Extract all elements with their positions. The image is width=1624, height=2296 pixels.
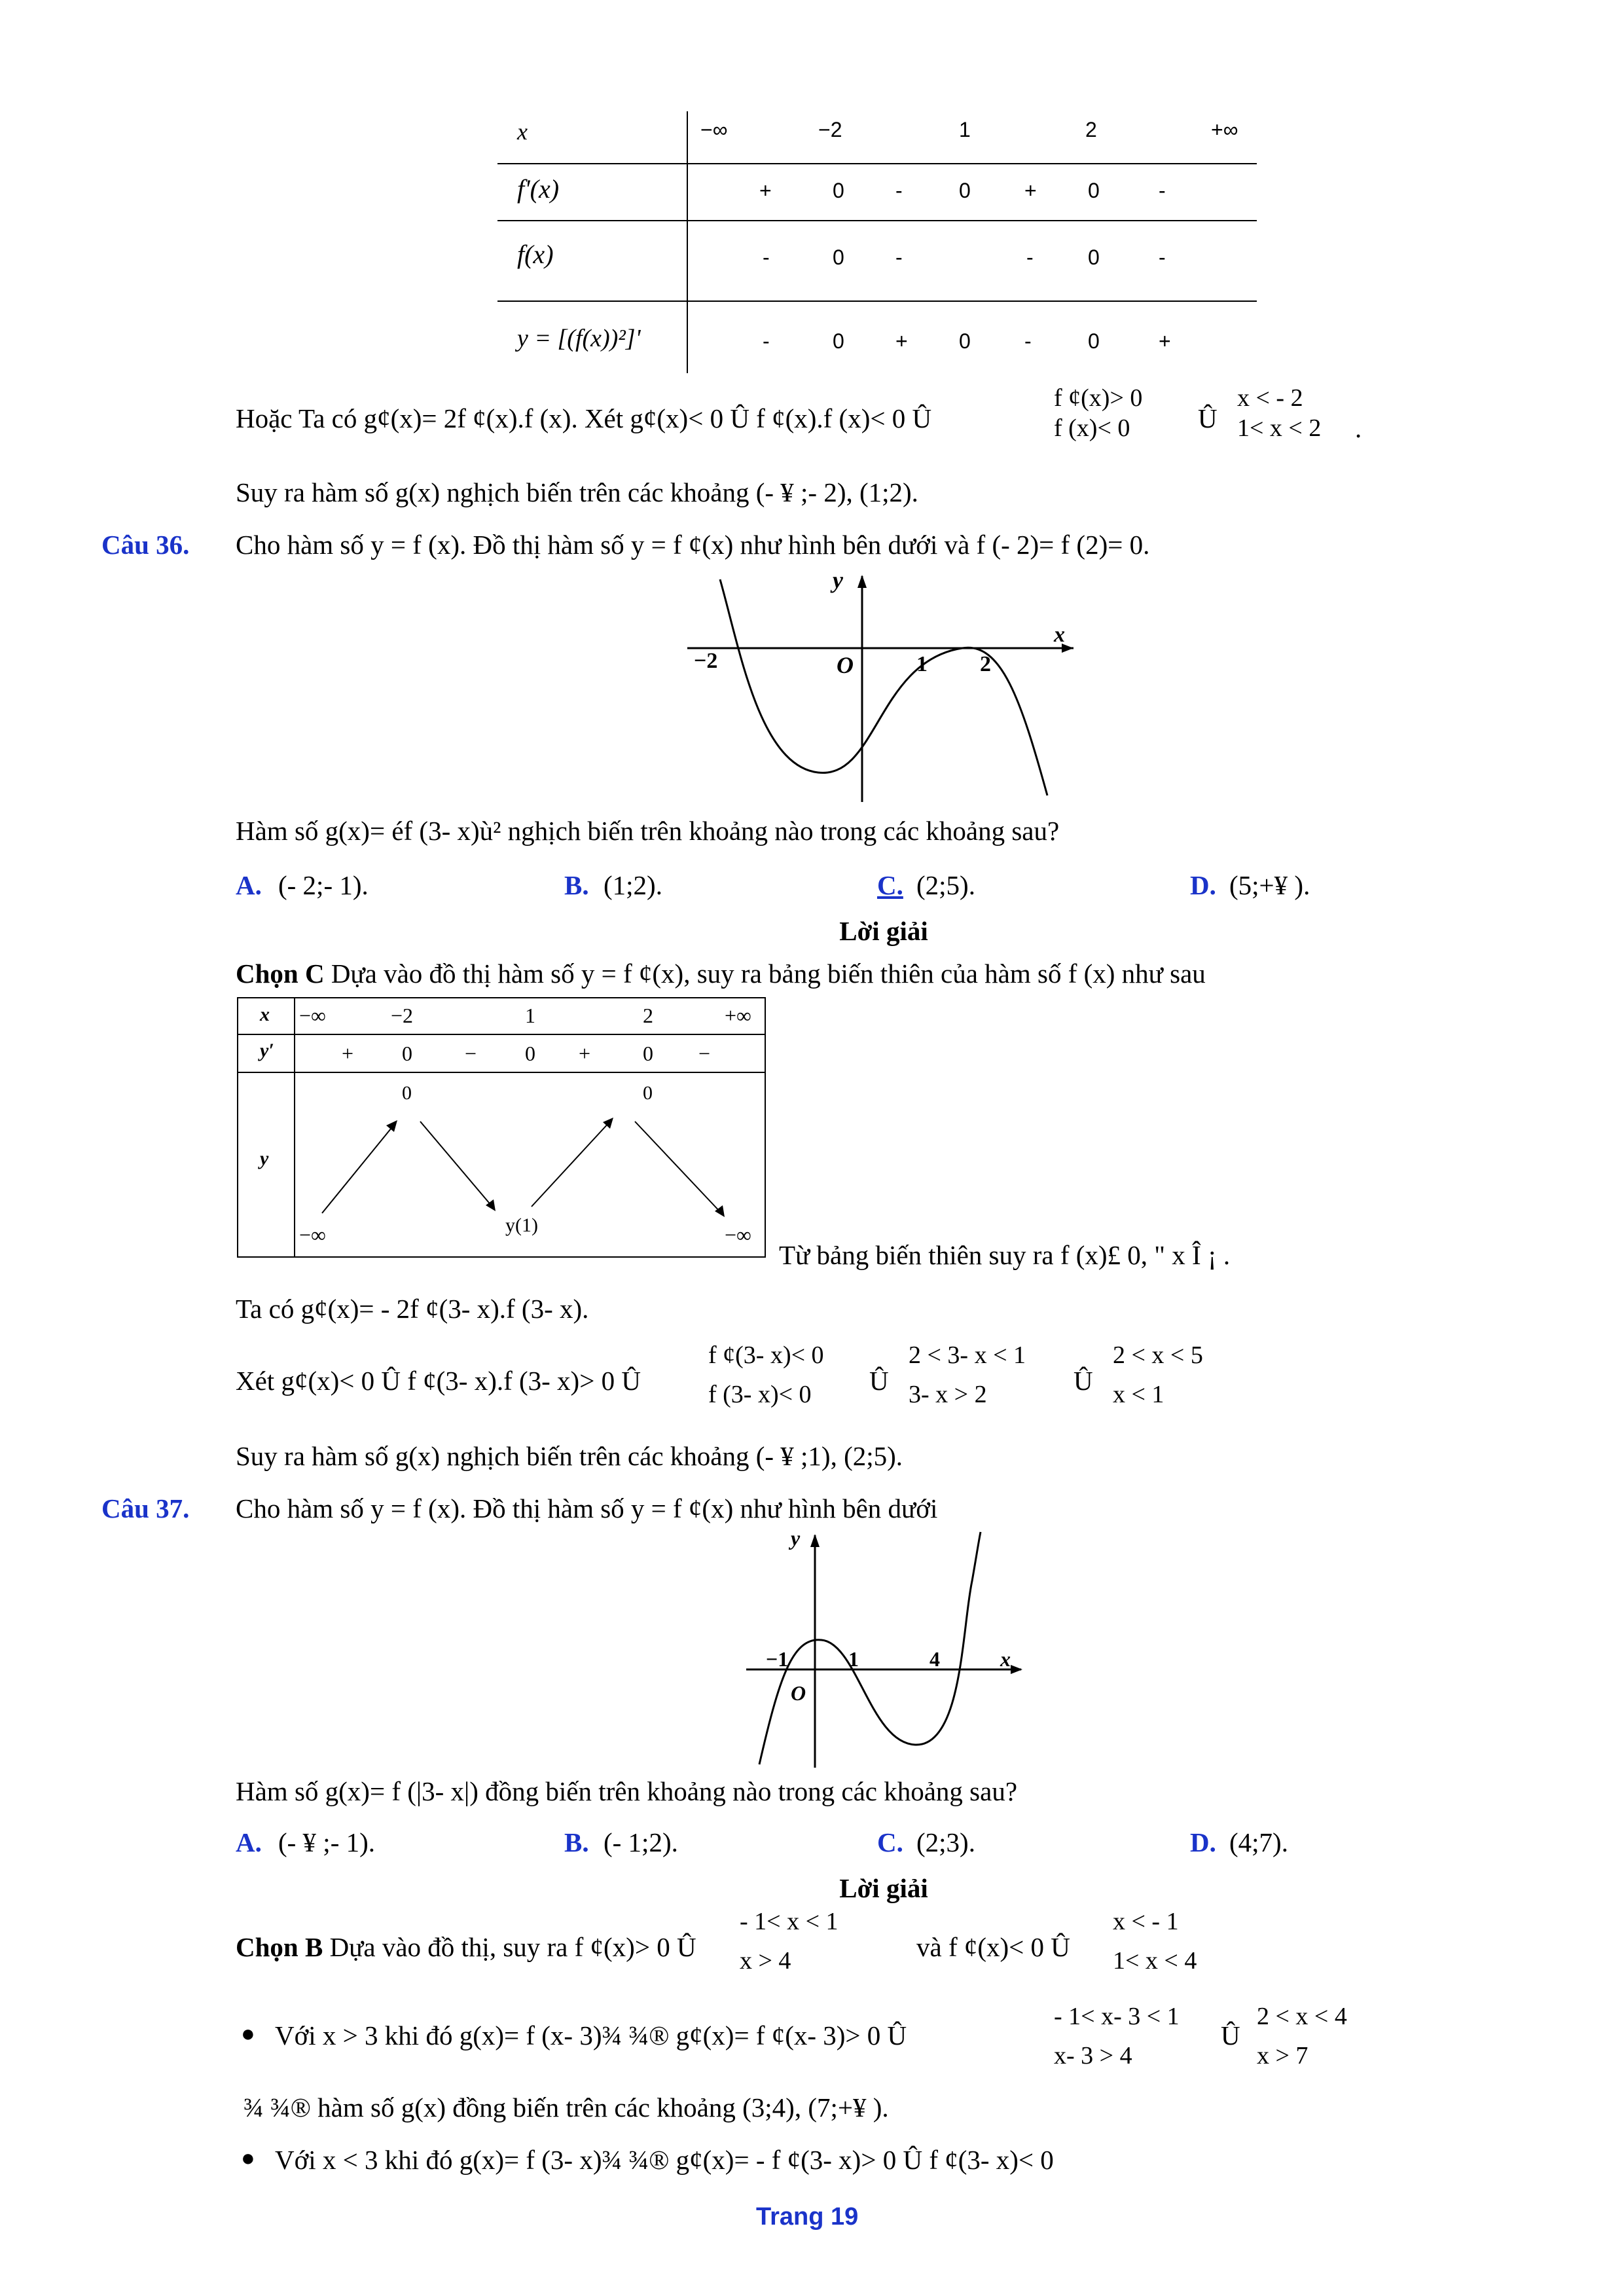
table1-fp-cell: 0	[833, 179, 844, 202]
solution-choice: Chọn B	[236, 1932, 323, 1962]
text-symbol: Û	[869, 1366, 889, 1396]
system-line: f (x)< 0	[1054, 414, 1130, 442]
vt-x-cell: 2	[643, 1004, 653, 1027]
y-axis-label: y	[791, 1529, 801, 1550]
option-c[interactable]: (2;5).	[916, 870, 975, 900]
vt-yp-label: y′	[260, 1040, 274, 1061]
question-text: Cho hàm số y = f (x). Đồ thị hàm số y = f ¢(x) như hình bên dưới	[236, 1493, 938, 1523]
bullet-icon: ●	[241, 2145, 255, 2171]
after-table-text: Từ bảng biến thiên suy ra f (x)£ 0, " x Î ¡ .	[779, 1240, 1231, 1270]
table1-fp-label: f'(x)	[517, 174, 560, 204]
question-number: Câu 37.	[101, 1493, 190, 1523]
vt-y-top1: 0	[402, 1082, 412, 1104]
system-line: 2 < x < 5	[1113, 1341, 1203, 1369]
vt-yp-cell: +	[342, 1042, 354, 1065]
option-label-c: C.	[877, 870, 903, 900]
vt-y-mid: y(1)	[505, 1214, 538, 1236]
system-line: 1< x < 2	[1237, 414, 1322, 442]
vt-x-cell: 1	[525, 1004, 535, 1027]
table1-y-cell: +	[1159, 329, 1171, 353]
graph-curve	[720, 579, 1047, 795]
bullet-text: Với x > 3 khi đó g(x)= f (x- 3)¾ ¾® g¢(x)= f ¢(x- 3)> 0 Û	[275, 2020, 907, 2050]
system-line: 1< x < 4	[1113, 1947, 1197, 1975]
system-bracket	[1113, 1902, 1197, 1980]
vt-yp-cell: 0	[643, 1042, 653, 1065]
tick-label: 2	[980, 652, 991, 676]
option-label-b: B.	[564, 1827, 589, 1857]
text-line: ¾ ¾® hàm số g(x) đồng biến trên các khoảng (3;4), (7;+¥ ).	[244, 2092, 889, 2123]
question-ask: Hàm số g(x)= f (|3- x|) đồng biến trên khoảng nào trong các khoảng sau?	[236, 1776, 1018, 1806]
system-bracket	[1054, 1997, 1180, 2075]
system-line: x- 3 > 4	[1054, 2042, 1132, 2069]
tick-label: −2	[694, 649, 718, 673]
option-b[interactable]: (- 1;2).	[604, 1827, 678, 1857]
system-bracket	[1237, 383, 1321, 443]
vt-y-bot0: −∞	[299, 1223, 326, 1247]
tick-label: 1	[916, 652, 928, 676]
table1-x-cell: 2	[1085, 118, 1097, 141]
text-line: Ta có g¢(x)= - 2f ¢(3- x).f (3- x).	[236, 1294, 589, 1324]
table1-y-cell: 0	[959, 329, 971, 353]
variation-table	[237, 997, 767, 1259]
system-line: f ¢(x)> 0	[1054, 384, 1143, 412]
table1-f-cell: 0	[833, 246, 844, 269]
vt-x-cell: −∞	[299, 1004, 326, 1027]
solution-line	[236, 1931, 696, 1963]
system-bracket	[1257, 1997, 1347, 2075]
table1-fp-cell: 0	[959, 179, 971, 202]
option-b[interactable]: (1;2).	[604, 870, 662, 900]
table1-fp-cell: -	[1159, 179, 1166, 202]
system-line: f (3- x)< 0	[708, 1381, 812, 1408]
text-line: Suy ra hàm số g(x) nghịch biến trên các khoảng (- ¥ ;- 2), (1;2).	[236, 477, 918, 507]
y-axis-label: y	[833, 570, 843, 593]
origin-label: O	[791, 1681, 806, 1705]
system-bracket	[740, 1902, 839, 1980]
graph-q36	[681, 570, 1087, 805]
table1-x-cell: 1	[959, 118, 971, 141]
solution-title: Lời giải	[839, 916, 928, 946]
system-line: 3- x > 2	[909, 1381, 987, 1408]
system-line: - 1< x- 3 < 1	[1054, 2003, 1180, 2030]
text-line: và f ¢(x)< 0 Û	[916, 1932, 1070, 1962]
text-line: Xét g¢(x)< 0 Û f ¢(3- x).f (3- x)> 0 Û	[236, 1366, 641, 1396]
vt-x-cell: −2	[391, 1004, 414, 1027]
solution-choice: Chọn C	[236, 958, 325, 989]
table1-fp-cell: +	[759, 179, 772, 202]
system-line: x > 7	[1257, 2042, 1308, 2069]
table1-y-cell: +	[895, 329, 908, 353]
table1-f-cell: -	[895, 246, 903, 269]
solution-line	[236, 958, 1206, 989]
bullet-icon: ●	[241, 2020, 255, 2047]
option-a[interactable]: (- ¥ ;- 1).	[278, 1827, 376, 1857]
table1-x-label: x	[517, 118, 528, 145]
option-label-a: A.	[236, 1827, 262, 1857]
table1-fp-cell: 0	[1088, 179, 1100, 202]
system-line: x < - 1	[1113, 1908, 1179, 1935]
option-label-d: D.	[1190, 870, 1216, 900]
vt-yp-cell: −	[465, 1042, 477, 1065]
system-bracket	[1113, 1336, 1203, 1414]
table1-y-cell: 0	[1088, 329, 1100, 353]
table1-f-cell: -	[1026, 246, 1034, 269]
table1-fp-cell: -	[895, 179, 903, 202]
question-ask: Hàm số g(x)= éf (3- x)ù² nghịch biến trên khoảng nào trong các khoảng sau?	[236, 816, 1060, 846]
text-symbol: .	[1355, 413, 1362, 443]
bullet-text: Với x < 3 khi đó g(x)= f (3- x)¾ ¾® g¢(x)= - f ¢(3- x)> 0 Û f ¢(3- x)< 0	[275, 2145, 1054, 2175]
table1-fp-cell: +	[1024, 179, 1037, 202]
option-d[interactable]: (4;7).	[1229, 1827, 1288, 1857]
vt-yp-cell: 0	[402, 1042, 412, 1065]
table1-y-cell: 0	[833, 329, 844, 353]
vt-yp-cell: +	[579, 1042, 591, 1065]
question-number: Câu 36.	[101, 530, 190, 560]
table1-f-cell: -	[763, 246, 770, 269]
tick-label: 4	[929, 1647, 940, 1671]
tick-label: −1	[766, 1647, 789, 1671]
question-text: Cho hàm số y = f (x). Đồ thị hàm số y = f ¢(x) như hình bên dưới và f (- 2)= f (2)= 0.	[236, 530, 1150, 560]
solution-text: Dựa vào đồ thị hàm số y = f ¢(x), suy ra bảng biến thiên của hàm số f (x) như sau	[324, 958, 1206, 989]
system-bracket	[1054, 383, 1142, 443]
system-line: 2 < x < 4	[1257, 2003, 1347, 2030]
vt-x-cell: +∞	[725, 1004, 751, 1027]
option-label-a: A.	[236, 870, 262, 900]
sign-table-top	[497, 108, 1257, 376]
option-label-d: D.	[1190, 1827, 1216, 1857]
x-axis-label: x	[1054, 623, 1065, 647]
system-bracket	[909, 1336, 1026, 1414]
vt-y-top2: 0	[643, 1082, 653, 1104]
vt-y-bot4: −∞	[725, 1223, 751, 1247]
page-number: Trang 19	[756, 2203, 859, 2231]
system-line: x < 1	[1113, 1381, 1164, 1408]
system-line: x > 4	[740, 1947, 791, 1975]
vt-y-label: y	[260, 1148, 269, 1169]
solution-title: Lời giải	[839, 1873, 928, 1903]
table1-f-label: f(x)	[517, 240, 554, 269]
text-symbol: Û	[1074, 1366, 1093, 1396]
system-bracket	[708, 1336, 824, 1414]
graph-q37	[740, 1529, 1028, 1771]
text-symbol: Û	[1221, 2020, 1240, 2050]
option-label-c: C.	[877, 1827, 903, 1857]
table1-f-cell: 0	[1088, 246, 1100, 269]
system-line: - 1< x < 1	[740, 1908, 839, 1935]
text-line: Suy ra hàm số g(x) nghịch biến trên các khoảng (- ¥ ;1), (2;5).	[236, 1441, 903, 1471]
graph-curve	[759, 1532, 981, 1764]
text-symbol: Û	[1198, 403, 1218, 433]
table1-x-cell: −2	[818, 118, 842, 141]
system-line: x < - 2	[1237, 384, 1303, 412]
table1-y-cell: -	[763, 329, 770, 353]
system-line: 2 < 3- x < 1	[909, 1341, 1026, 1369]
variation-table-grid	[237, 997, 767, 1259]
text-line: Hoặc Ta có g¢(x)= 2f ¢(x).f (x). Xét g¢(x)< 0 Û f ¢(x).f (x)< 0 Û	[236, 403, 932, 433]
table1-x-cell: −∞	[700, 118, 728, 141]
table1-y-cell: -	[1024, 329, 1032, 353]
x-axis-label: x	[1000, 1647, 1011, 1671]
tick-label: 1	[848, 1647, 859, 1671]
option-label-b: B.	[564, 870, 589, 900]
solution-text: Dựa vào đồ thị, suy ra f ¢(x)> 0 Û	[323, 1932, 696, 1962]
vt-yp-cell: 0	[525, 1042, 535, 1065]
origin-label: O	[837, 652, 854, 678]
system-line: f ¢(3- x)< 0	[708, 1341, 824, 1369]
table1-y-label: y = [(f(x))²]'	[517, 325, 641, 352]
option-c[interactable]: (2;3).	[916, 1827, 975, 1857]
option-a[interactable]: (- 2;- 1).	[278, 870, 369, 900]
table1-x-cell: +∞	[1211, 118, 1238, 141]
vt-yp-cell: −	[698, 1042, 711, 1065]
table1-f-cell: -	[1159, 246, 1166, 269]
option-d[interactable]: (5;+¥ ).	[1229, 870, 1310, 900]
vt-x-label: x	[260, 1004, 270, 1025]
